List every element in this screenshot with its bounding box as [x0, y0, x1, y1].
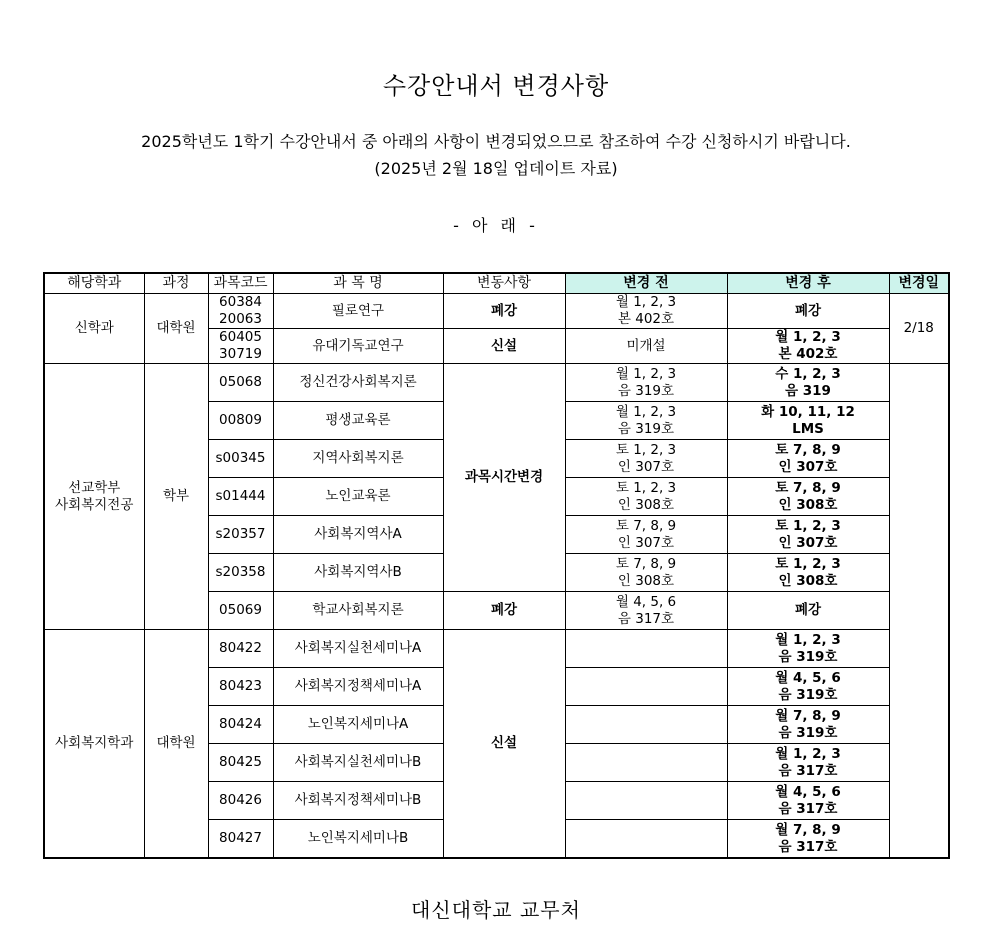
code-line-2: 30719: [219, 346, 262, 362]
change-cell: 신설: [443, 329, 565, 364]
course-cell: 학교사회복지론: [273, 592, 443, 630]
before-time: 토 1, 2, 3: [615, 441, 677, 458]
date-cell: 2/18: [889, 294, 949, 364]
change-cell: 폐강: [443, 294, 565, 329]
notice-text: [0, 128, 992, 182]
before-cell-empty: [565, 782, 727, 820]
after-room: 음 317호: [778, 762, 838, 779]
dept-line-1: 선교학부: [68, 479, 121, 496]
header-after: 변경 후: [727, 273, 889, 294]
before-room: 본 402호: [617, 311, 675, 327]
before-room: 음 319호: [617, 382, 675, 399]
before-cell: [565, 554, 727, 592]
page-title: 수강안내서 변경사항: [382, 72, 610, 100]
before-cell: [565, 294, 727, 329]
date-cell-empty: [889, 364, 949, 859]
after-cell: [727, 706, 889, 744]
after-room: 음 319호: [778, 686, 838, 703]
code-cell: 05068: [208, 364, 273, 402]
code-cell: 80425: [208, 744, 273, 782]
before-room: 인 308호: [617, 572, 675, 589]
after-cell: [727, 440, 889, 478]
after-time: 화 10, 11, 12: [761, 403, 855, 420]
before-time: 토 7, 8, 9: [615, 517, 677, 534]
before-time: 월 1, 2, 3: [615, 365, 677, 382]
after-cell: [727, 402, 889, 440]
below-mark: - 아 래 -: [453, 216, 539, 235]
before-room: 음 319호: [617, 420, 675, 437]
course-cell: 정신건강사회복지론: [273, 364, 443, 402]
code-line-2: 20063: [219, 311, 262, 327]
after-time: 월 4, 5, 6: [775, 783, 841, 800]
change-cell: 폐강: [443, 592, 565, 630]
course-cell: 평생교육론: [273, 402, 443, 440]
after-room: LMS: [792, 420, 824, 437]
after-time: 월 7, 8, 9: [775, 707, 841, 724]
after-room: 음 319호: [778, 724, 838, 741]
header-dept: 해당학과: [44, 273, 144, 294]
issuer-footer: 대신대학교 교무처: [411, 898, 581, 922]
after-room: 인 307호: [778, 458, 838, 475]
before-cell-empty: [565, 744, 727, 782]
after-time: 토 1, 2, 3: [775, 517, 841, 534]
course-cell: 노인복지세미나B: [273, 820, 443, 859]
course-cell: 유대기독교연구: [273, 329, 443, 364]
header-before: 변경 전: [565, 273, 727, 294]
after-time: 수 1, 2, 3: [775, 365, 841, 382]
before-cell: [565, 440, 727, 478]
code-line-1: 60405: [219, 329, 262, 345]
code-cell: 80424: [208, 706, 273, 744]
changes-table: [43, 272, 950, 859]
before-time: 월 4, 5, 6: [615, 593, 677, 610]
code-cell: 00809: [208, 402, 273, 440]
before-time: 토 1, 2, 3: [615, 479, 677, 496]
code-cell: 80423: [208, 668, 273, 706]
notice-line-2: (2025년 2월 18일 업데이트 자료): [374, 159, 618, 178]
after-time: 월 1, 2, 3: [775, 745, 841, 762]
before-room: 인 307호: [617, 534, 675, 551]
after-room: 본 402호: [778, 346, 838, 362]
course-cell: 지역사회복지론: [273, 440, 443, 478]
course-cell: 노인교육론: [273, 478, 443, 516]
dept-cell: 사회복지학과: [44, 630, 144, 859]
after-cell: [727, 329, 889, 364]
before-cell: [565, 402, 727, 440]
before-cell-empty: [565, 820, 727, 859]
after-room: 음 319호: [778, 648, 838, 665]
after-room: 음 317호: [778, 800, 838, 817]
before-cell: [565, 364, 727, 402]
program-cell: 대학원: [144, 630, 208, 859]
code-cell: [208, 329, 273, 364]
program-cell: 학부: [144, 364, 208, 630]
table-row: [44, 630, 949, 668]
code-cell: s20358: [208, 554, 273, 592]
after-cell: 폐강: [727, 294, 889, 329]
before-cell: [565, 592, 727, 630]
after-cell: [727, 782, 889, 820]
dept-line-2: 사회복지전공: [55, 496, 134, 513]
course-cell: 사회복지실천세미나A: [273, 630, 443, 668]
after-time: 월 1, 2, 3: [775, 329, 841, 345]
header-code: 과목코드: [208, 273, 273, 294]
after-room: 음 319: [785, 382, 831, 399]
after-time: 토 1, 2, 3: [775, 555, 841, 572]
before-room: 음 317호: [617, 610, 675, 627]
code-cell: s00345: [208, 440, 273, 478]
table-header-row: [44, 273, 949, 294]
before-cell-empty: [565, 630, 727, 668]
after-room: 음 317호: [778, 838, 838, 855]
header-change-type: 변동사항: [443, 273, 565, 294]
after-cell: [727, 668, 889, 706]
after-cell: [727, 364, 889, 402]
after-time: 월 4, 5, 6: [775, 669, 841, 686]
code-cell: 80422: [208, 630, 273, 668]
change-cell: 신설: [443, 630, 565, 859]
after-time: 토 7, 8, 9: [775, 441, 841, 458]
after-time: 토 7, 8, 9: [775, 479, 841, 496]
before-cell-empty: [565, 668, 727, 706]
course-cell: 필로연구: [273, 294, 443, 329]
before-cell-empty: [565, 706, 727, 744]
course-cell: 사회복지정책세미나A: [273, 668, 443, 706]
notice-line-1: 2025학년도 1학기 수강안내서 중 아래의 사항이 변경되었으므로 참조하여 수강 신청하시기 바랍니다.: [141, 132, 851, 151]
table-row: [44, 294, 949, 329]
course-cell: 사회복지역사B: [273, 554, 443, 592]
code-cell: s01444: [208, 478, 273, 516]
after-cell: [727, 630, 889, 668]
before-cell: [565, 478, 727, 516]
after-time: 월 1, 2, 3: [775, 631, 841, 648]
after-cell: 폐강: [727, 592, 889, 630]
code-cell: 80427: [208, 820, 273, 859]
code-line-1: 60384: [219, 294, 262, 310]
code-cell: 80426: [208, 782, 273, 820]
course-cell: 사회복지실천세미나B: [273, 744, 443, 782]
header-program: 과정: [144, 273, 208, 294]
before-room: 인 307호: [617, 458, 675, 475]
course-cell: 노인복지세미나A: [273, 706, 443, 744]
before-time: 토 7, 8, 9: [615, 555, 677, 572]
dept-cell: [44, 364, 144, 630]
after-room: 인 308호: [778, 496, 838, 513]
after-cell: [727, 744, 889, 782]
after-cell: [727, 516, 889, 554]
dept-cell: 신학과: [44, 294, 144, 364]
header-course: 과 목 명: [273, 273, 443, 294]
code-cell: s20357: [208, 516, 273, 554]
after-room: 인 308호: [778, 572, 838, 589]
program-cell: 대학원: [144, 294, 208, 364]
header-date: 변경일: [889, 273, 949, 294]
before-cell: [565, 516, 727, 554]
before-room: 인 308호: [617, 496, 675, 513]
after-cell: [727, 478, 889, 516]
before-time: 월 1, 2, 3: [615, 403, 677, 420]
after-time: 월 7, 8, 9: [775, 821, 841, 838]
course-cell: 사회복지역사A: [273, 516, 443, 554]
after-cell: [727, 554, 889, 592]
code-cell: 05069: [208, 592, 273, 630]
course-cell: 사회복지정책세미나B: [273, 782, 443, 820]
code-cell: [208, 294, 273, 329]
table-row: [44, 364, 949, 402]
change-cell: 과목시간변경: [443, 364, 565, 592]
after-room: 인 307호: [778, 534, 838, 551]
before-cell: 미개설: [565, 329, 727, 364]
after-cell: [727, 820, 889, 859]
before-time: 월 1, 2, 3: [615, 294, 677, 310]
